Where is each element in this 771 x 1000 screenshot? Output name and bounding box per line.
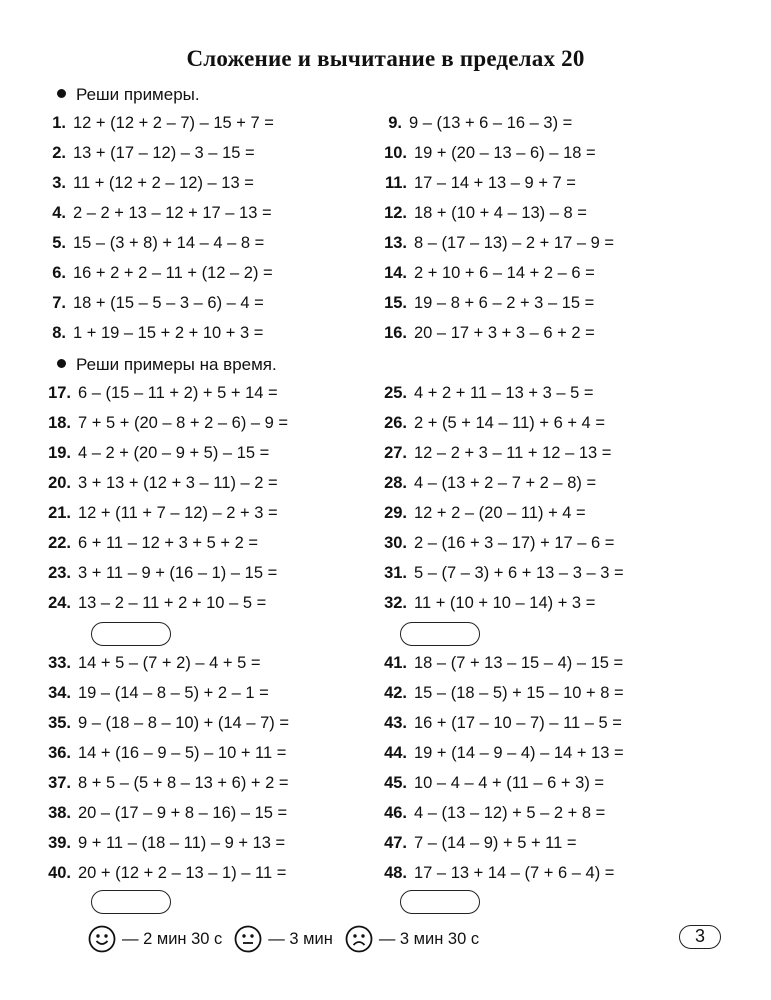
exercise-number: 19. <box>48 444 71 462</box>
legend-bad-label: — 3 мин 30 с <box>378 929 480 948</box>
time-answer-box-2[interactable] <box>400 622 480 646</box>
exercise-number: 47. <box>384 834 407 852</box>
exercise-expression: 19 + (14 – 9 – 4) – 14 + 13 = <box>414 744 624 762</box>
exercise-expression: 9 – (18 – 8 – 10) + (14 – 7) = <box>78 714 289 732</box>
exercise-row <box>40 261 273 285</box>
instruction-1 <box>57 84 200 106</box>
exercise-expression: 15 – (18 – 5) + 15 – 10 + 8 = <box>414 684 624 702</box>
exercise-row <box>376 861 614 885</box>
exercise-expression: 20 – 17 + 3 + 3 – 6 + 2 = <box>414 324 595 342</box>
exercise-number: 10. <box>384 144 407 162</box>
smiley-neutral-icon <box>234 925 262 953</box>
exercise-expression: 14 + 5 – (7 + 2) – 4 + 5 = <box>78 654 261 672</box>
exercise-expression: 2 + (5 + 14 – 11) + 6 + 4 = <box>414 414 605 432</box>
exercise-number: 28. <box>384 474 407 492</box>
exercise-expression: 19 + (20 – 13 – 6) – 18 = <box>414 144 596 162</box>
exercise-row <box>376 561 624 585</box>
exercise-number: 20. <box>48 474 71 492</box>
exercise-number: 6. <box>52 264 66 282</box>
exercise-number: 7. <box>52 294 66 312</box>
exercise-expression: 18 + (10 + 4 – 13) – 8 = <box>414 204 587 222</box>
exercise-expression: 4 – (13 + 2 – 7 + 2 – 8) = <box>414 474 597 492</box>
exercise-number: 33. <box>48 654 71 672</box>
exercise-row <box>40 411 288 435</box>
exercise-row <box>376 711 622 735</box>
exercise-expression: 18 + (15 – 5 – 3 – 6) – 4 = <box>73 294 264 312</box>
legend-bad <box>345 925 479 953</box>
instruction-1-text: Реши примеры. <box>76 85 200 104</box>
exercise-row <box>376 381 594 405</box>
exercise-row <box>376 501 586 525</box>
exercise-row <box>40 111 274 135</box>
exercise-row <box>40 201 272 225</box>
exercise-expression: 19 – (14 – 8 – 5) + 2 – 1 = <box>78 684 269 702</box>
instruction-2 <box>57 354 277 376</box>
exercise-expression: 9 – (13 + 6 – 16 – 3) = <box>409 114 573 132</box>
exercise-number: 4. <box>52 204 66 222</box>
exercise-expression: 2 – (16 + 3 – 17) + 17 – 6 = <box>414 534 615 552</box>
exercise-row <box>376 171 576 195</box>
exercise-row <box>40 831 285 855</box>
exercise-expression: 2 – 2 + 13 – 12 + 17 – 13 = <box>73 204 272 222</box>
exercise-row <box>40 711 289 735</box>
exercise-expression: 3 + 11 – 9 + (16 – 1) – 15 = <box>78 564 278 582</box>
exercise-row <box>376 201 587 225</box>
exercise-expression: 17 – 14 + 13 – 9 + 7 = <box>414 174 576 192</box>
exercise-number: 14. <box>384 264 407 282</box>
exercise-row <box>376 531 614 555</box>
exercise-row <box>376 741 624 765</box>
exercise-row <box>40 171 254 195</box>
exercise-row <box>40 291 264 315</box>
exercise-number: 27. <box>384 444 407 462</box>
exercise-row <box>376 231 614 255</box>
exercise-expression: 12 + (12 + 2 – 7) – 15 + 7 = <box>73 114 274 132</box>
page-number: 3 <box>679 925 721 949</box>
exercise-number: 29. <box>384 504 407 522</box>
exercise-expression: 8 – (17 – 13) – 2 + 17 – 9 = <box>414 234 614 252</box>
exercise-number: 26. <box>384 414 407 432</box>
exercise-row <box>376 441 611 465</box>
exercise-row <box>40 771 289 795</box>
legend-good <box>88 925 222 953</box>
exercise-expression: 13 + (17 – 12) – 3 – 15 = <box>73 144 255 162</box>
exercise-number: 34. <box>48 684 71 702</box>
smiley-happy-icon <box>88 925 116 953</box>
exercise-expression: 4 – 2 + (20 – 9 + 5) – 15 = <box>78 444 270 462</box>
exercise-expression: 11 + (10 + 10 – 14) + 3 = <box>414 594 596 612</box>
legend-ok-label: — 3 мин <box>268 929 333 948</box>
exercise-number: 25. <box>384 384 407 402</box>
exercise-expression: 7 + 5 + (20 – 8 + 2 – 6) – 9 = <box>78 414 289 432</box>
exercise-number: 5. <box>52 234 66 252</box>
exercise-number: 9. <box>388 114 402 132</box>
exercise-row <box>376 291 594 315</box>
exercise-row <box>40 321 263 345</box>
exercise-row <box>376 651 623 675</box>
exercise-expression: 4 – (13 – 12) + 5 – 2 + 8 = <box>414 804 606 822</box>
exercise-row <box>376 141 596 165</box>
exercise-number: 32. <box>384 594 407 612</box>
exercise-number: 18. <box>48 414 71 432</box>
exercise-number: 35. <box>48 714 71 732</box>
exercise-row <box>40 591 266 615</box>
exercise-number: 2. <box>52 144 66 162</box>
exercise-number: 21. <box>48 504 71 522</box>
exercise-expression: 12 + (11 + 7 – 12) – 2 + 3 = <box>78 504 278 522</box>
exercise-row <box>376 411 605 435</box>
exercise-row <box>376 261 595 285</box>
exercise-number: 43. <box>384 714 407 732</box>
exercise-expression: 19 – 8 + 6 – 2 + 3 – 15 = <box>414 294 595 312</box>
time-answer-box-3[interactable] <box>91 890 171 914</box>
exercise-number: 31. <box>384 564 407 582</box>
exercise-expression: 2 + 10 + 6 – 14 + 2 – 6 = <box>414 264 595 282</box>
exercise-expression: 13 – 2 – 11 + 2 + 10 – 5 = <box>78 594 267 612</box>
time-legend <box>88 924 491 954</box>
exercise-expression: 14 + (16 – 9 – 5) – 10 + 11 = <box>78 744 287 762</box>
exercise-expression: 17 – 13 + 14 – (7 + 6 – 4) = <box>414 864 615 882</box>
exercise-row <box>40 741 286 765</box>
exercise-row <box>376 591 595 615</box>
bullet-icon <box>57 359 66 368</box>
exercise-number: 22. <box>48 534 71 552</box>
exercise-expression: 11 + (12 + 2 – 12) – 13 = <box>73 174 254 192</box>
exercise-expression: 20 – (17 – 9 + 8 – 16) – 15 = <box>78 804 288 822</box>
exercise-number: 36. <box>48 744 71 762</box>
page-title: Сложение и вычитание в пределах 20 <box>186 46 585 71</box>
exercise-number: 37. <box>48 774 71 792</box>
exercise-number: 42. <box>384 684 407 702</box>
exercise-row <box>40 471 278 495</box>
exercise-number: 44. <box>384 744 407 762</box>
legend-ok <box>234 925 333 953</box>
exercise-row <box>40 561 277 585</box>
exercise-number: 30. <box>384 534 407 552</box>
exercise-number: 38. <box>48 804 71 822</box>
exercise-expression: 18 – (7 + 13 – 15 – 4) – 15 = <box>414 654 624 672</box>
exercise-number: 1. <box>52 114 66 132</box>
exercise-expression: 8 + 5 – (5 + 8 – 13 + 6) + 2 = <box>78 774 289 792</box>
exercise-row <box>40 441 269 465</box>
exercise-number: 39. <box>48 834 71 852</box>
time-answer-box-1[interactable] <box>91 622 171 646</box>
exercise-expression: 16 + (17 – 10 – 7) – 11 – 5 = <box>414 714 622 732</box>
exercise-row <box>40 381 278 405</box>
smiley-sad-icon <box>345 925 373 953</box>
exercise-number: 17. <box>48 384 71 402</box>
exercise-number: 48. <box>384 864 407 882</box>
exercise-expression: 5 – (7 – 3) + 6 + 13 – 3 – 3 = <box>414 564 624 582</box>
exercise-number: 24. <box>48 594 71 612</box>
exercise-row <box>376 111 572 135</box>
exercise-expression: 12 + 2 – (20 – 11) + 4 = <box>414 504 586 522</box>
exercise-row <box>376 471 596 495</box>
instruction-2-text: Реши примеры на время. <box>76 355 277 374</box>
exercise-number: 8. <box>52 324 66 342</box>
time-answer-box-4[interactable] <box>400 890 480 914</box>
exercise-expression: 6 – (15 – 11 + 2) + 5 + 14 = <box>78 384 278 402</box>
exercise-number: 23. <box>48 564 71 582</box>
exercise-row <box>40 231 264 255</box>
exercise-row <box>376 831 577 855</box>
exercise-number: 41. <box>384 654 407 672</box>
exercise-expression: 4 + 2 + 11 – 13 + 3 – 5 = <box>414 384 594 402</box>
exercise-number: 16. <box>384 324 407 342</box>
exercise-expression: 6 + 11 – 12 + 3 + 5 + 2 = <box>78 534 258 552</box>
exercise-row <box>40 801 287 825</box>
exercise-expression: 7 – (14 – 9) + 5 + 11 = <box>414 834 577 852</box>
exercise-expression: 15 – (3 + 8) + 14 – 4 – 8 = <box>73 234 265 252</box>
exercise-number: 45. <box>384 774 407 792</box>
exercise-expression: 12 – 2 + 3 – 11 + 12 – 13 = <box>414 444 612 462</box>
exercise-number: 46. <box>384 804 407 822</box>
exercise-row <box>376 681 624 705</box>
exercise-number: 3. <box>52 174 66 192</box>
exercise-row <box>40 681 269 705</box>
exercise-row <box>40 501 278 525</box>
exercise-expression: 3 + 13 + (12 + 3 – 11) – 2 = <box>78 474 278 492</box>
legend-good-label: — 2 мин 30 с <box>122 929 223 948</box>
exercise-expression: 10 – 4 – 4 + (11 – 6 + 3) = <box>414 774 605 792</box>
exercise-number: 11. <box>384 174 407 192</box>
exercise-number: 13. <box>384 234 407 252</box>
exercise-number: 40. <box>48 864 71 882</box>
exercise-expression: 20 + (12 + 2 – 13 – 1) – 11 = <box>78 864 287 882</box>
exercise-row <box>40 651 261 675</box>
exercise-number: 15. <box>384 294 407 312</box>
exercise-row <box>40 141 255 165</box>
exercise-expression: 16 + 2 + 2 – 11 + (12 – 2) = <box>73 264 273 282</box>
exercise-row <box>40 531 258 555</box>
exercise-row <box>376 801 605 825</box>
exercise-number: 12. <box>384 204 407 222</box>
exercise-expression: 1 + 19 – 15 + 2 + 10 + 3 = <box>73 324 264 342</box>
exercise-row <box>40 861 286 885</box>
exercise-row <box>376 771 604 795</box>
exercise-expression: 9 + 11 – (18 – 11) – 9 + 13 = <box>78 834 286 852</box>
exercise-row <box>376 321 595 345</box>
bullet-icon <box>57 89 66 98</box>
